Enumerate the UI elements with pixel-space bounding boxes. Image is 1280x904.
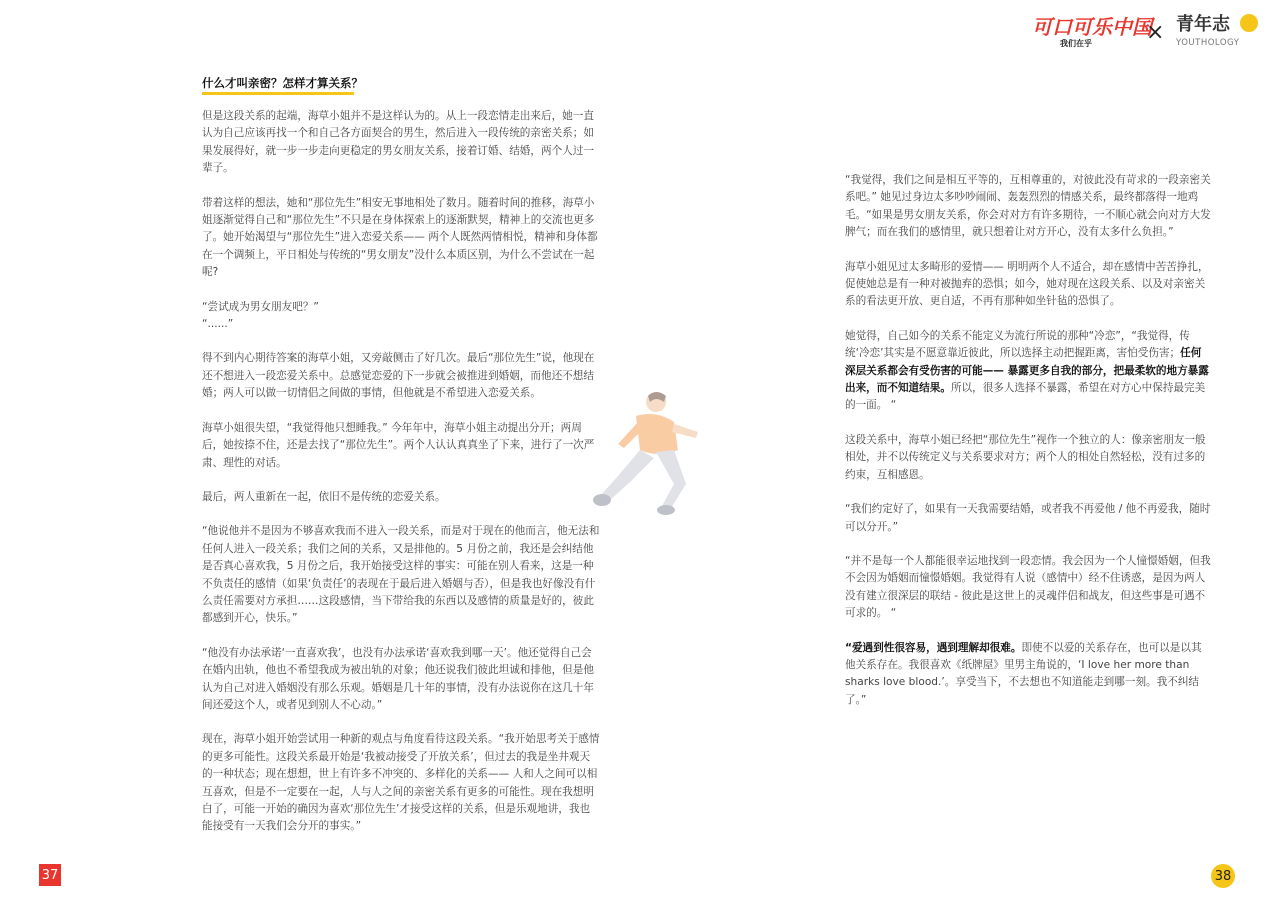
paragraph: 现在，海草小姐开始尝试用一种新的观点与角度看待这段关系。“我开始思考关于感情的更多可能性。这段关系最开始是‘我被动接受了开放关系’，但过去的我是坐井观天的一种状态；现在想想，世上有许多不冲突的、多样化的关系—— 人和人之间可以相互喜欢，但是不一定要在一起，人与人之间的亲密关系有更多的可能性。现在我想明白了，可能一开始的确因为喜欢‘那位先生’才接受这样的关系，但是乐观地讲，我也能接受有一天我们会分开的事实。” — [202, 733, 600, 833]
paragraph — [845, 640, 1211, 710]
paragraph-text: 所以，很多人选择不暴露，希望在对方心中保持最完美的一面。 “ — [845, 382, 1206, 412]
youthology-logo-text: 青年志 — [1176, 14, 1230, 35]
paragraph: “尝试成为男女朋友吧？” — [202, 300, 319, 313]
coca-cola-logo-text: 可口可乐中国 — [1032, 15, 1152, 39]
paragraph-emphasis: “爱遇到性很容易，遇到理解却很难。 — [845, 641, 1022, 654]
paragraph: 海草小姐很失望，“我觉得他只想睡我。” 今年年中，海草小姐主动提出分开；两周后，她按捺不住，还是去找了“那位先生”。两个人认认真真坐了下来，进行了一次严肃、理性的对话。 — [202, 421, 595, 469]
title-underline — [202, 92, 354, 95]
page-number-right: 38 — [1211, 864, 1235, 888]
paragraph: 最后，两人重新在一起，依旧不是传统的恋爱关系。 — [202, 490, 446, 503]
right-column — [845, 172, 1211, 726]
youthology-logo-sub: YOUTHOLOGY — [1176, 38, 1240, 48]
paragraph: “并不是每一个人都能很幸运地找到一段恋情。我会因为一个人憧憬婚姻，但我不会因为婚姻而憧憬婚姻。我觉得有人说（感情中）经不住诱惑，是因为两人没有建立很深层的联结 - 彼此是这世上的灵魂伴侣和战友，但这些事是可遇不可求的。 “ — [845, 554, 1211, 620]
paragraph: 海草小姐见过太多畸形的爱情—— 明明两个人不适合，却在感情中苦苦挣扎，促使她总是有一种对被抛弃的恐惧；如今，她对现在这段关系、以及对亲密关系的看法更开放、更自适，不再有那种如坐针毡的恐惧了。 — [845, 260, 1209, 308]
paragraph-text: 她觉得，自己如今的关系不能定义为流行所说的那种“冷恋”，“我觉得，传统‘冷恋’其实是不愿意靠近彼此，所以选择主动把握距离，害怕受伤害； — [845, 329, 1190, 360]
collab-separator: × — [1146, 20, 1165, 45]
paragraph: “......” — [202, 318, 234, 331]
coca-cola-slogan: 我们在乎 — [1060, 39, 1092, 48]
paragraph — [845, 328, 1211, 415]
paragraph-text: 即使不以爱的关系存在，也可以是以其他关系存在。我很喜欢《纸牌屋》里男主角说的，‘I love her more than sharks love blood.’。享受当下，不去想也不知道能走到哪一刻。我不纠结了。” — [845, 641, 1202, 706]
paragraph: “我们约定好了，如果有一天我需要结婚，或者我不再爱他 / 他不再爱我，随时可以分开。” — [845, 503, 1211, 533]
paragraph: 但是这段关系的起端，海草小姐并不是这样认为的。从上一段恋情走出来后，她一直认为自己应该再找一个和自己各方面契合的男生，然后进入一段传统的亲密关系；如果发展得好，就一步一步走向更稳定的男女朋友关系，接着订婚、结婚，两个人过一辈子。 — [202, 110, 594, 175]
paragraph: 这段关系中，海草小姐已经把“那位先生”视作一个独立的人：像亲密朋友一般相处，并不以传统定义与关系要求对方；两个人的相处自然轻松，没有过多的约束，互相感恩。 — [845, 433, 1206, 481]
paragraph: “他说他并不是因为不够喜欢我而不进入一段关系，而是对于现在的他而言，他无法和任何人进入一段关系；我们之间的关系，又是排他的。5 月份之前，我还是会纠结他是否真心喜欢我，5 月份之后，我开始接受这样的事实：可能在别人看来，这是一种不负责任的感情（如果‘负责任’的表现在于最后进入婚姻与否），但是我也好像没有什么责任需要对方承担……这段感情，当下带给我的东西以及感情的质量是好的，彼此都感到开心，快乐。” — [202, 525, 600, 625]
paragraph: 得不到内心期待答案的海草小姐，又旁敲侧击了好几次。最后“那位先生”说，他现在还不想进入一段恋爱关系中。总感觉恋爱的下一步就会被推进到婚姻，而他还不想结婚；两人可以做一切情侣之间做的事情，但他就是不希望进入恋爱关系。 — [202, 352, 595, 400]
left-column — [202, 108, 600, 853]
paragraph-emphasis: 任何深层关系都会有受伤害的可能—— 暴露更多自我的部分，把最柔软的地方暴露出来，而不知道结果。 — [845, 347, 1209, 395]
section-title: 什么才叫亲密？怎样才算关系？ — [202, 76, 363, 90]
page-number-left: 37 — [39, 864, 61, 886]
paragraph: “他没有办法承诺‘一直喜欢我’，也没有办法承诺‘喜欢我到哪一天’。他还觉得自己会在婚内出轨，他也不希望我成为被出轨的对象；他还说我们彼此坦诚和排他，但是他认为自己对进入婚姻没有那么乐观。婚姻是几十年的事情，没有办法说你在这几十年间还爱这个人，或者见到别人不心动。” — [202, 646, 594, 711]
paragraph: 带着这样的想法，她和“那位先生”相安无事地相处了数月。随着时间的推移，海草小姐逐渐觉得自己和“那位先生”不只是在身体探索上的逐渐默契，精神上的交流也更多了。她开始渴望与“那位先生”进入恋爱关系—— 两个人既然两情相悦，精神和身体都在一个调频上，平日相处与传统的“男女朋友”没什么本质区别，为什么不尝试在一起呢? — [202, 196, 598, 279]
paragraph: “我觉得，我们之间是相互平等的，互相尊重的，对彼此没有苛求的一段亲密关系吧。” 她见过身边太多吵吵闹闹、轰轰烈烈的情感关系，最终都落得一地鸡毛。“如果是男女朋友关系，你会对对方有许多期待，一不顺心就会向对方大发脾气；而在我们的感情里，就只想着让对方开心，没有太多什么负担。” — [845, 174, 1211, 239]
